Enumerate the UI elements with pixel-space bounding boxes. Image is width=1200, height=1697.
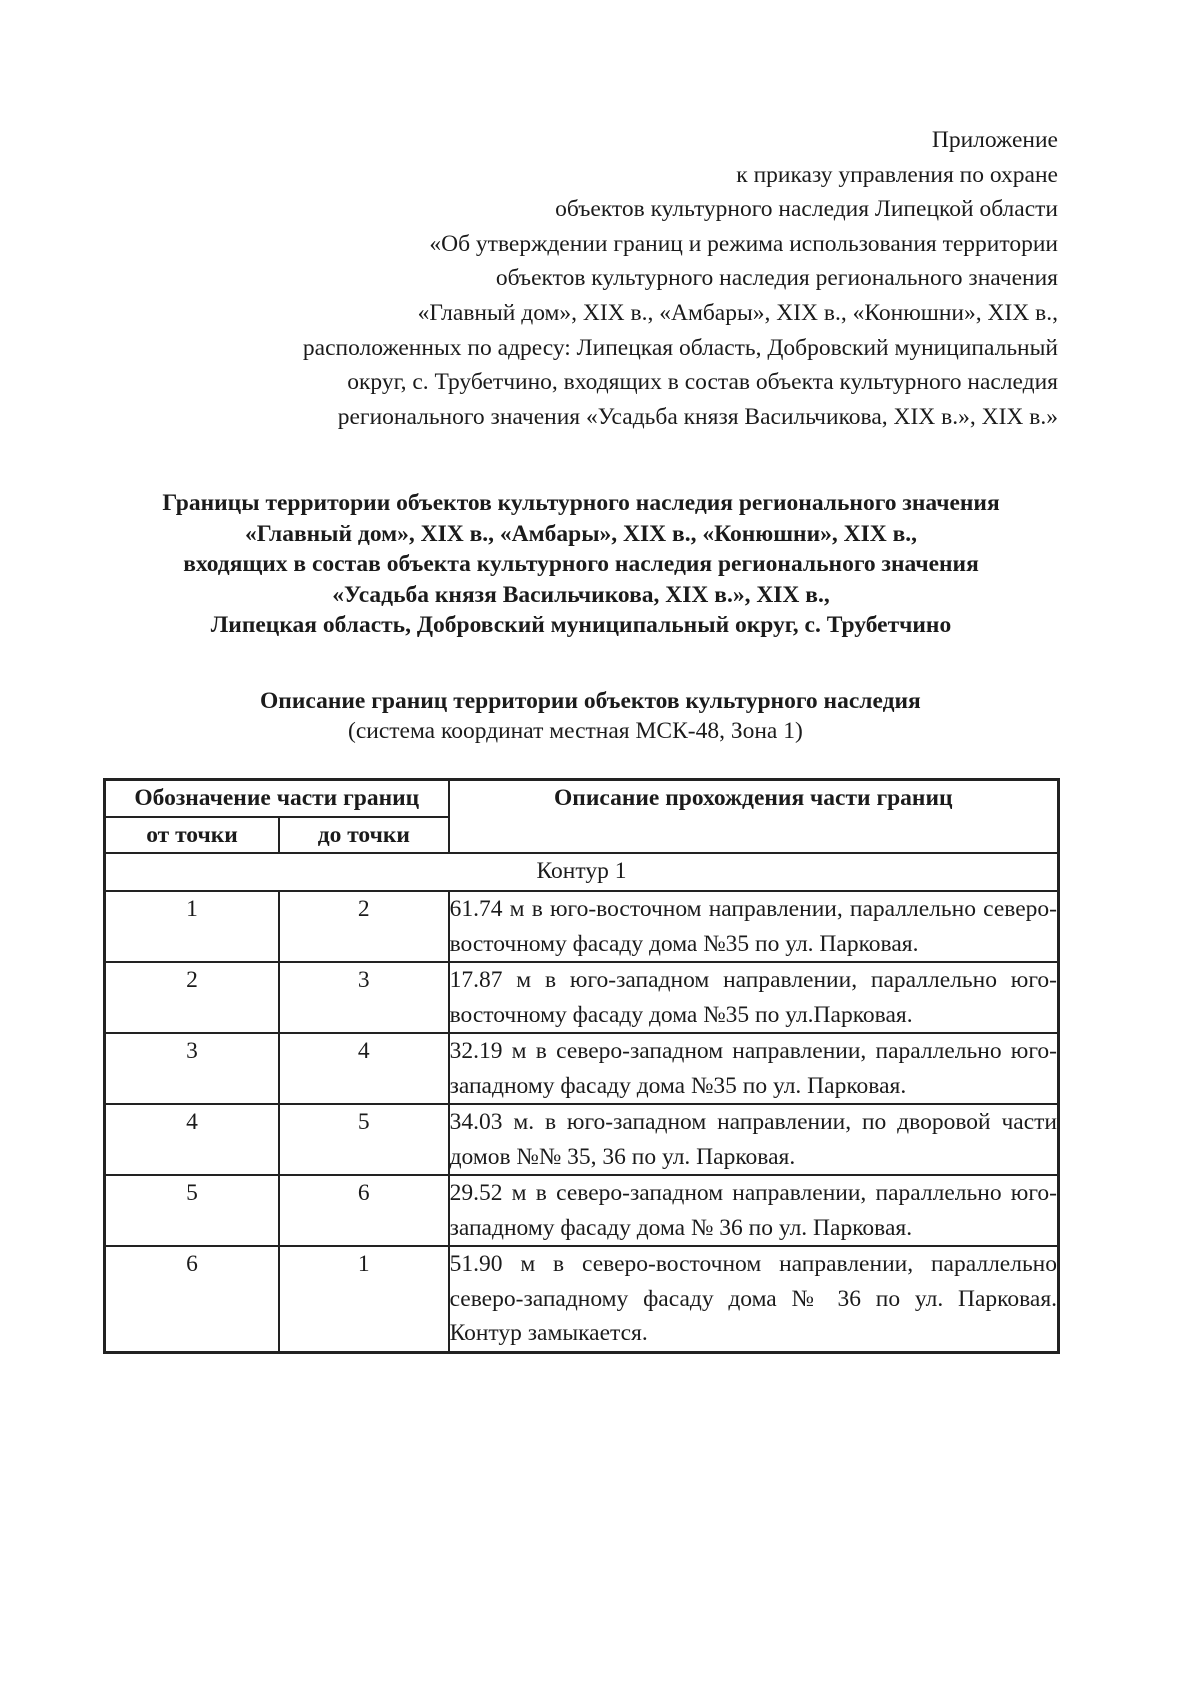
from-point-cell: 2 [105,962,280,1033]
annex-header [98,123,1058,434]
annex-line: к приказу управления по охране [736,161,1058,188]
from-point-cell: 1 [105,891,280,962]
description-cell: 34.03 м. в юго-западном направлении, по дворовой части домов №№ 35, 36 по ул. Парковая. [449,1104,1059,1175]
boundary-table [103,778,1060,1354]
title-line: входящих в состав объекта культурного наследия регионального значения [183,551,979,577]
from-point-cell: 6 [105,1246,280,1352]
annex-line: расположенных по адресу: Липецкая область, Добровский муниципальный [302,334,1058,361]
to-point-cell: 3 [279,962,449,1033]
to-point-cell: 4 [279,1033,449,1104]
annex-line: Приложение [931,127,1058,153]
annex-line: объектов культурного наследия Липецкой области [555,196,1058,223]
contour-label: Контур 1 [105,853,1059,891]
title-line: «Главный дом», XIX в., «Амбары», XIX в., «Конюшни», XIX в., [244,520,918,547]
annex-line: округ, с. Трубетчино, входящих в состав объекта культурного наследия [347,369,1058,396]
section-heading-title: Описание границ территории объектов культурного наследия [260,688,921,714]
from-point-cell: 4 [105,1104,280,1175]
header-boundary-part: Обозначение части границ [105,780,449,817]
to-point-cell: 6 [279,1175,449,1246]
annex-line: регионального значения «Усадьба князя Васильчикова, XIX в.», XIX в.» [337,403,1058,430]
annex-line: «Главный дом», XIX в., «Амбары», XIX в., «Конюшни», XIX в., [417,299,1058,326]
table-row [105,962,1059,1033]
header-description: Описание прохождения части границ [449,780,1059,854]
header-from-point: от точки [105,817,280,854]
description-cell: 61.74 м в юго-восточном направлении, параллельно северо-восточному фасаду дома №35 по ул. Парковая. [449,891,1059,962]
table-row [105,1104,1059,1175]
header-to-point: до точки [279,817,449,854]
to-point-cell: 1 [279,1246,449,1352]
title-line: «Усадьба князя Васильчикова, XIX в.», XIX в., [332,581,830,608]
from-point-cell: 3 [105,1033,280,1104]
from-point-cell: 5 [105,1175,280,1246]
table-row [105,1175,1059,1246]
to-point-cell: 5 [279,1104,449,1175]
table-row [105,1033,1059,1104]
title-line: Липецкая область, Добровский муниципальный округ, с. Трубетчино [210,612,952,638]
table-row [105,1246,1059,1352]
section-heading [260,686,1080,746]
table-header-row [105,780,1059,817]
contour-row [105,853,1059,891]
annex-line: «Об утверждении границ и режима использования территории [429,230,1058,257]
document-title [0,488,1162,641]
description-cell: 51.90 м в северо-восточном направлении, параллельно северо-западному фасаду дома № 36 по ул. Парковая. Контур замыкается. [449,1246,1059,1352]
annex-line: объектов культурного наследия регионального значения [495,265,1058,292]
to-point-cell: 2 [279,891,449,962]
title-line: Границы территории объектов культурного наследия регионального значения [162,490,1000,516]
description-cell: 29.52 м в северо-западном направлении, параллельно юго-западному фасаду дома № 36 по ул. Парковая. [449,1175,1059,1246]
section-heading-subtitle: (система координат местная МСК-48, Зона 1) [348,718,803,744]
description-cell: 32.19 м в северо-западном направлении, параллельно юго-западному фасаду дома №35 по ул. Парковая. [449,1033,1059,1104]
table-row [105,891,1059,962]
description-cell: 17.87 м в юго-западном направлении, параллельно юго-восточному фасаду дома №35 по ул.Парковая. [449,962,1059,1033]
